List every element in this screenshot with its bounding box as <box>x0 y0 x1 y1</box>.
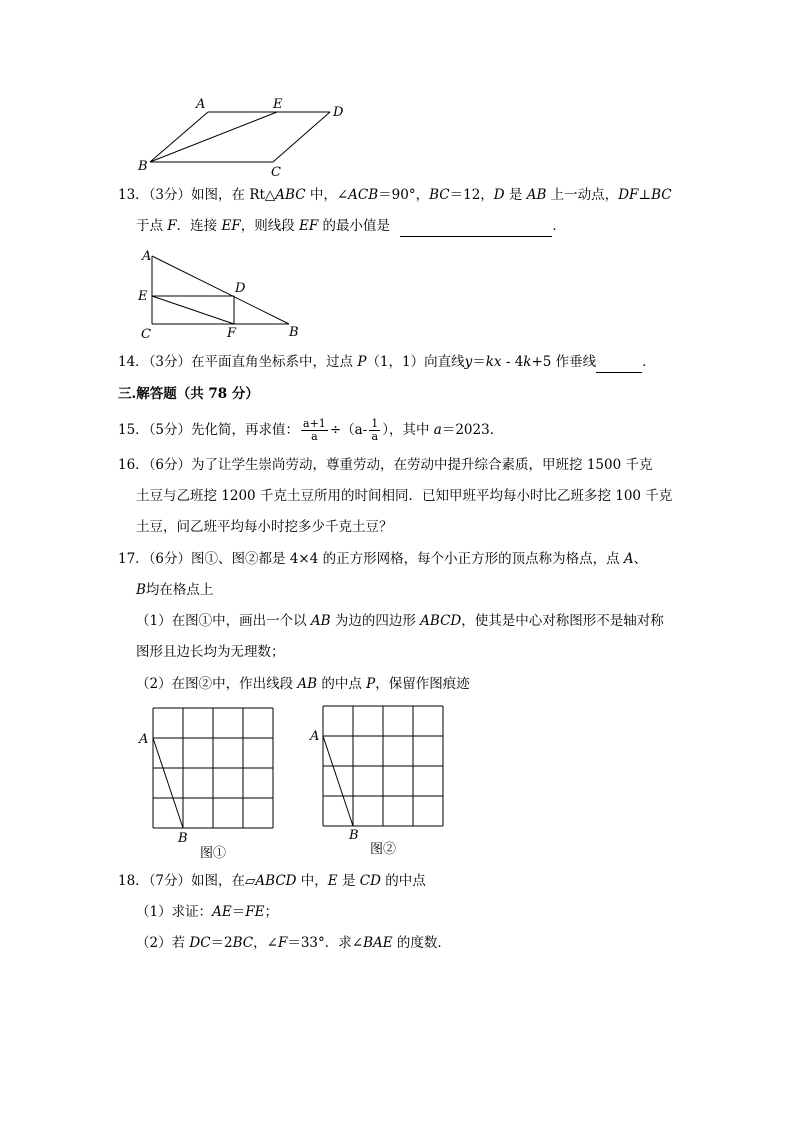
answer-blank[interactable] <box>400 216 552 237</box>
label-E: E <box>138 289 148 304</box>
label-B: B <box>289 325 299 340</box>
question-13-line-1: 13．（3分）如图，在 Rt△ABC 中，∠ACB＝90°，BC＝12，D 是 AB 上一动点，DF⊥BC <box>118 187 672 203</box>
label-A: A <box>310 729 320 744</box>
label-B: B <box>349 828 359 843</box>
question-18-part-2: （2）若 DC＝2BC，∠F＝33°．求∠BAE 的度数． <box>136 935 451 951</box>
label-C: C <box>271 165 281 177</box>
question-17-part-1-cont: 图形且边长均为无理数； <box>136 644 285 660</box>
grid-figure-2 <box>306 698 456 863</box>
question-15: 15．（5分）先化简，再求值： $\frac{a+1}{a}$ ÷（a- $\frac{1}{a}$ ），其中 a＝2023． <box>118 417 504 443</box>
figure-caption: 图① <box>200 846 227 861</box>
label-C: C <box>141 327 151 341</box>
question-18: 18．（7分）如图，在▱ABCD 中，E 是 CD 的中点 <box>118 873 426 889</box>
fraction: $\frac{a+1}{a}$ <box>303 417 326 443</box>
fraction: $\frac{1}{a}$ <box>371 417 379 443</box>
question-16-line-2: 土豆与乙班挖 1200 千克土豆所用的时间相同．已知甲班平均每小时比乙班多挖 100 千克 <box>136 488 673 504</box>
question-17-part-1: （1）在图①中，画出一个以 AB 为边的四边形 ABCD，使其是中心对称图形不是轴对称 <box>136 613 664 629</box>
question-13-line-2: 于点 F．连接 EF，则线段 EF 的最小值是 ． <box>136 216 566 237</box>
label-F: F <box>227 326 237 341</box>
parallelogram-figure <box>130 92 360 177</box>
label-B: B <box>178 831 188 846</box>
label-D: D <box>333 105 344 120</box>
label-E: E <box>273 97 283 112</box>
question-17-line-1: 17．（6分）图①、图②都是 4×4 的正方形网格，每个小正方形的顶点称为格点，点 A、 <box>118 551 648 567</box>
label-A: A <box>142 249 152 264</box>
grid-figure-1 <box>136 700 286 865</box>
question-14: 14．（3分）在平面直角坐标系中，过点 P（1，1）向直线y＝kx - 4k+5 作垂线 ． <box>118 352 656 373</box>
section-heading: 三.解答题（共 78 分） <box>118 386 259 402</box>
question-16-line-1: 16．（6分）为了让学生崇尚劳动，尊重劳动，在劳动中提升综合素质，甲班挖 1500 千克 <box>118 457 653 473</box>
answer-blank[interactable] <box>596 352 642 373</box>
right-triangle-figure <box>134 246 309 341</box>
question-17-part-2: （2）在图②中，作出线段 AB 的中点 P，保留作图痕迹 <box>136 676 470 692</box>
figure-caption: 图② <box>370 842 397 857</box>
question-16-line-3: 土豆，问乙班平均每小时挖多少千克土豆？ <box>136 519 393 535</box>
label-B: B <box>138 159 148 174</box>
question-17-line-2: B均在格点上 <box>136 582 214 598</box>
question-18-part-1: （1）求证：AE＝FE； <box>136 904 278 920</box>
label-A: A <box>139 732 149 747</box>
label-D: D <box>235 281 246 296</box>
label-A: A <box>196 97 206 112</box>
